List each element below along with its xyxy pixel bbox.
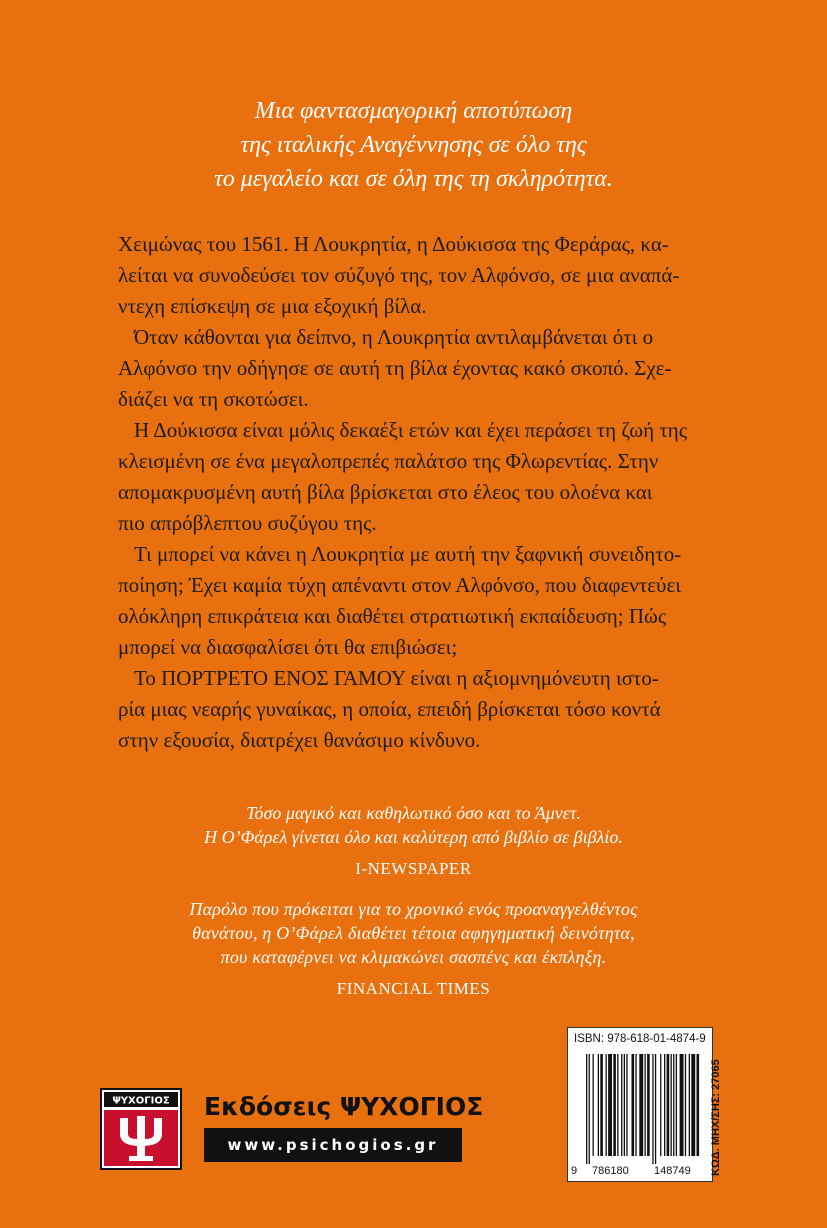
barcode-bar: [593, 1054, 594, 1156]
barcode-bars: [576, 1052, 704, 1166]
barcode-bar: [598, 1054, 599, 1156]
quote-line: Παρόλο που πρόκειται για το χρονικό ενός προαναγγελθέντος: [189, 899, 638, 919]
barcode-bar: [589, 1054, 590, 1164]
barcode-bar: [586, 1054, 587, 1164]
quote-line: Τόσο μαγικό και καθηλωτικό όσο και το Άμνετ.: [246, 803, 581, 823]
barcode-bar: [608, 1054, 612, 1156]
barcode-bar: [617, 1054, 618, 1156]
barcode-bar: [639, 1054, 643, 1156]
tagline-line: Μια φαντασμαγορική αποτύπωση: [254, 98, 573, 124]
barcode-digits-right: 148749: [654, 1165, 691, 1177]
quote-line: θανάτου, η Ο’Φάρελ διαθέτει τέτοια αφηγηματική δεινότητα,: [192, 923, 635, 943]
barcode-bar: [673, 1054, 674, 1156]
barcode-bar: [626, 1054, 627, 1156]
barcode-bar: [645, 1054, 646, 1156]
barcode-bar: [632, 1054, 635, 1156]
synopsis-paragraph: Τι μπορεί να κάνει η Λουκρητία με αυτή την ξαφνική συνειδητο- ποίηση; Έχει καμία τύχη απέναντι στον Αλφόνσο, που διαφεντεύει ολόκληρη επικράτεια και διαθέτει στρατιωτική εκπαίδευση; Πώς μπορεί να διασφαλίσει ότι θα επιβιώσει;: [118, 542, 682, 659]
synopsis: [118, 229, 718, 756]
synopsis-paragraph: Το ΠΟΡΤΡΕΤΟ ΕΝΟΣ ΓΑΜΟΥ είναι η αξιομνημόνευτη ιστο- ρία μιας νεαρής γυναίκας, η οποία, επειδή βρίσκεται τόσο κοντά στην εξουσία, διατρέχει θανάσιμο κίνδυνο.: [118, 666, 661, 752]
barcode-bar: [664, 1054, 665, 1156]
barcode-bar: [613, 1054, 616, 1156]
barcode-bar: [685, 1054, 686, 1156]
tagline-line: της ιταλικής Αναγέννησης σε όλο της: [240, 132, 587, 158]
publisher-logo: [100, 1088, 182, 1170]
barcode-bar: [676, 1054, 677, 1156]
barcode-bar: [680, 1054, 684, 1156]
publisher-url: www.psichogios.gr: [204, 1128, 462, 1162]
barcode-bar: [600, 1054, 603, 1156]
barcode-digit-first: 9: [571, 1165, 578, 1177]
barcode-bar: [606, 1054, 607, 1156]
barcode-bar: [660, 1054, 661, 1156]
barcode-bar: [635, 1054, 636, 1156]
barcode-bar: [689, 1054, 690, 1156]
barcode-bar: [671, 1054, 672, 1156]
barcode-bar: [697, 1054, 700, 1156]
barcode-bar: [691, 1054, 695, 1156]
quote-source: FINANCIAL TIMES: [336, 979, 491, 998]
isbn-barcode: [567, 1027, 713, 1182]
review-quote: [0, 897, 827, 1001]
synopsis-paragraph: Χειμώνας του 1561. Η Λουκρητία, η Δούκισσα της Φεράρας, κα- λείται να συνοδεύσει τον σύζυγό της, τον Αλφόνσο, σε μια αναπά- ντεχη επίσκεψη σε μια εξοχική βίλα.: [118, 232, 680, 318]
review-quote: [0, 801, 827, 881]
barcode-bar: [624, 1054, 625, 1156]
quote-line: που καταφέρνει να κλιμακώνει σασπένς και έκπληξη.: [220, 947, 607, 967]
barcode-bar: [621, 1054, 622, 1156]
synopsis-paragraph: Η Δούκισσα είναι μόλις δεκαέξι ετών και έχει περάσει τη ζωή της κλεισμένη σε ένα μεγαλοπρεπές παλάτσο της Φλωρεντίας. Στην απομακρυσμένη αυτή βίλα βρίσκεται στο έλεος του ολοένα και πιο απρόβλεπτου συζύγου της.: [118, 418, 688, 535]
quote-source: I-NEWSPAPER: [355, 859, 472, 878]
product-code: ΚΩΔ. ΜΗΧ/ΣΗΣ: 27065: [710, 1059, 722, 1176]
barcode-bar: [655, 1054, 656, 1164]
tagline-line: το μεγαλείο και σε όλη της τη σκληρότητα.: [214, 166, 613, 192]
isbn-label: ISBN: 978-618-01-4874-9: [574, 1033, 706, 1045]
synopsis-paragraph: Όταν κάθονται για δείπνο, η Λουκρητία αντιλαμβάνεται ότι ο Αλφόνσο την οδήγησε σε αυτή τη βίλα έχοντας κακό σκοπό. Σχε- διάζει να τη σκοτώσει.: [118, 325, 672, 411]
quote-line: Η Ο’Φάρελ γίνεται όλο και καλύτερη από βιβλίο σε βιβλίο.: [204, 827, 623, 847]
barcode-digits-left: 786180: [592, 1165, 629, 1177]
barcode-bar: [647, 1054, 650, 1156]
publisher-logo-text: ΨΥΧΟΓΙΟΣ: [112, 1095, 170, 1107]
publisher-block: [100, 1088, 484, 1170]
tagline: [0, 94, 827, 196]
barcode-bar: [667, 1054, 670, 1156]
barcode-bar: [652, 1054, 653, 1164]
publisher-name: Εκδόσεις ΨΥΧΟΓΙΟΣ: [204, 1092, 484, 1121]
